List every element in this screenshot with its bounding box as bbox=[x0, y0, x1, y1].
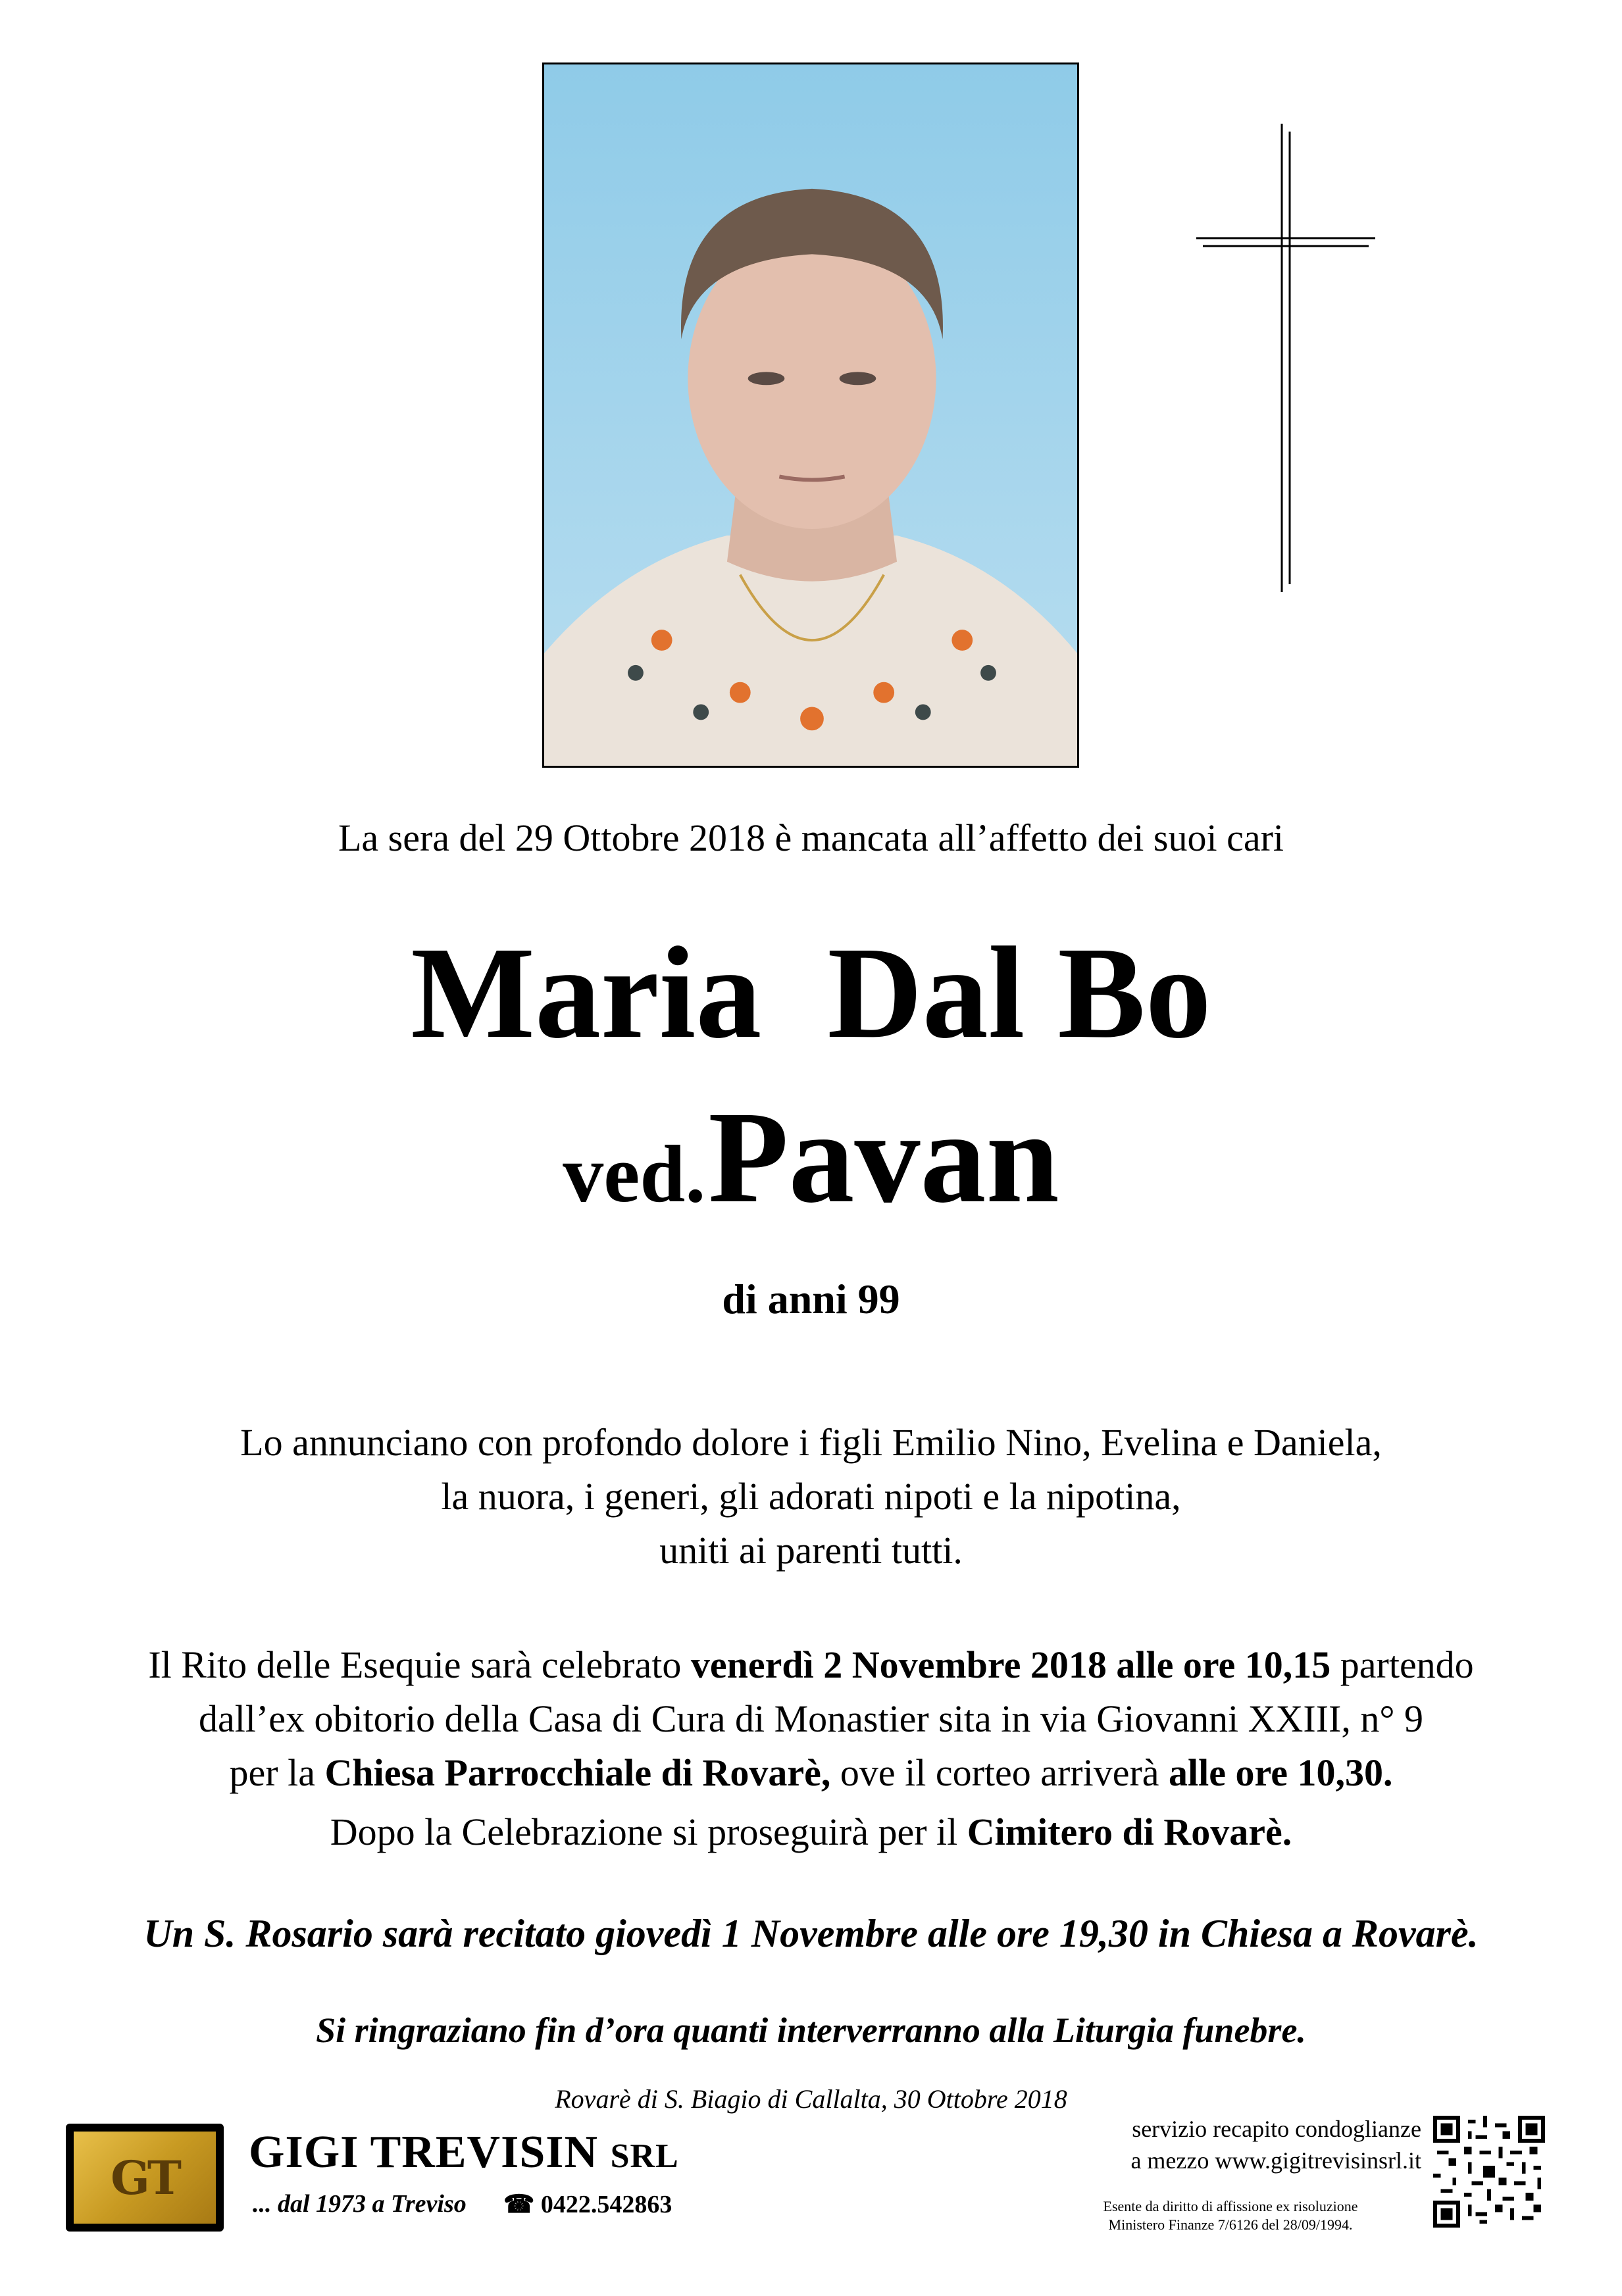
company-name bbox=[249, 2126, 679, 2179]
cemetery-line bbox=[0, 1805, 1622, 1859]
phone-number: 0422.542863 bbox=[540, 2191, 672, 2218]
surname: Dal Bo bbox=[827, 920, 1211, 1066]
deceased-name bbox=[0, 920, 1622, 1066]
company-name-text: GIGI TREVISIN bbox=[249, 2127, 599, 2178]
portrait-photo bbox=[542, 62, 1079, 768]
age-line: di anni 99 bbox=[722, 1276, 900, 1322]
thanks-line: Si ringraziano fin d’ora quanti interverranno alla Liturgia funebre. bbox=[316, 2010, 1306, 2050]
portrait-illustration bbox=[544, 64, 1077, 766]
funeral-text: Il Rito delle Esequie sarà celebrato bbox=[148, 1643, 691, 1686]
funeral-text: per la bbox=[229, 1751, 325, 1794]
first-name: Maria bbox=[411, 920, 762, 1066]
qr-code-icon bbox=[1433, 2116, 1545, 2228]
arrival-time: alle ore 10,30. bbox=[1169, 1751, 1393, 1794]
church-name: Chiesa Parrocchiale di Rovarè, bbox=[324, 1751, 831, 1794]
condolence-service bbox=[1026, 2113, 1421, 2176]
place-date-line: Rovarè di S. Biagio di Callalta, 30 Ottobre 2018 bbox=[555, 2084, 1067, 2114]
company-since: ... dal 1973 a Treviso bbox=[253, 2190, 467, 2218]
funeral-line bbox=[0, 1746, 1622, 1800]
exempt-line: Ministero Finanze 7/6126 del 28/09/1994. bbox=[1108, 2216, 1353, 2233]
cemetery-name: Cimitero di Rovarè. bbox=[967, 1810, 1292, 1853]
company-logo bbox=[66, 2124, 224, 2232]
funeral-line bbox=[0, 1638, 1622, 1692]
announcement-line: Lo annunciano con profondo dolore i figli Emilio Nino, Evelina e Daniela, bbox=[240, 1421, 1382, 1464]
announcement-paragraph bbox=[0, 1416, 1622, 1578]
funeral-text: partendo bbox=[1331, 1643, 1474, 1686]
funeral-line: dall’ex obitorio della Casa di Cura di Monastier sita in via Giovanni XXIII, n° 9 bbox=[198, 1697, 1424, 1740]
intro-line: La sera del 29 Ottobre 2018 è mancata all’affetto dei suoi cari bbox=[338, 816, 1284, 859]
announcement-line: la nuora, i generi, gli adorati nipoti e la nipotina, bbox=[441, 1475, 1181, 1518]
rosary-line: Un S. Rosario sarà recitato giovedì 1 Novembre alle ore 19,30 in Chiesa a Rovarè. bbox=[143, 1912, 1479, 1955]
funeral-paragraph bbox=[0, 1638, 1622, 1800]
company-srl: SRL bbox=[610, 2137, 679, 2175]
funeral-date-time: venerdì 2 Novembre 2018 alle ore 10,15 bbox=[690, 1643, 1331, 1686]
tax-exempt-note bbox=[1040, 2197, 1421, 2234]
married-name-line bbox=[0, 1085, 1622, 1230]
cemetery-text: Dopo la Celebrazione si proseguirà per il bbox=[330, 1810, 967, 1853]
service-line: servizio recapito condoglianze bbox=[1132, 2116, 1421, 2142]
married-name: Pavan bbox=[708, 1085, 1059, 1230]
announcement-line: uniti ai parenti tutti. bbox=[659, 1529, 963, 1572]
cross-icon bbox=[1196, 124, 1375, 592]
funeral-text: ove il corteo arriverà bbox=[830, 1751, 1169, 1794]
exempt-line: Esente da diritto di affissione ex risoluzione bbox=[1103, 2198, 1358, 2214]
company-phone bbox=[503, 2189, 672, 2219]
logo-text: GT bbox=[74, 2132, 216, 2224]
telephone-icon: ☎ bbox=[503, 2191, 535, 2218]
ved-label: ved. bbox=[563, 1129, 706, 1219]
service-line: a mezzo www.gigitrevisinsrl.it bbox=[1130, 2147, 1421, 2174]
